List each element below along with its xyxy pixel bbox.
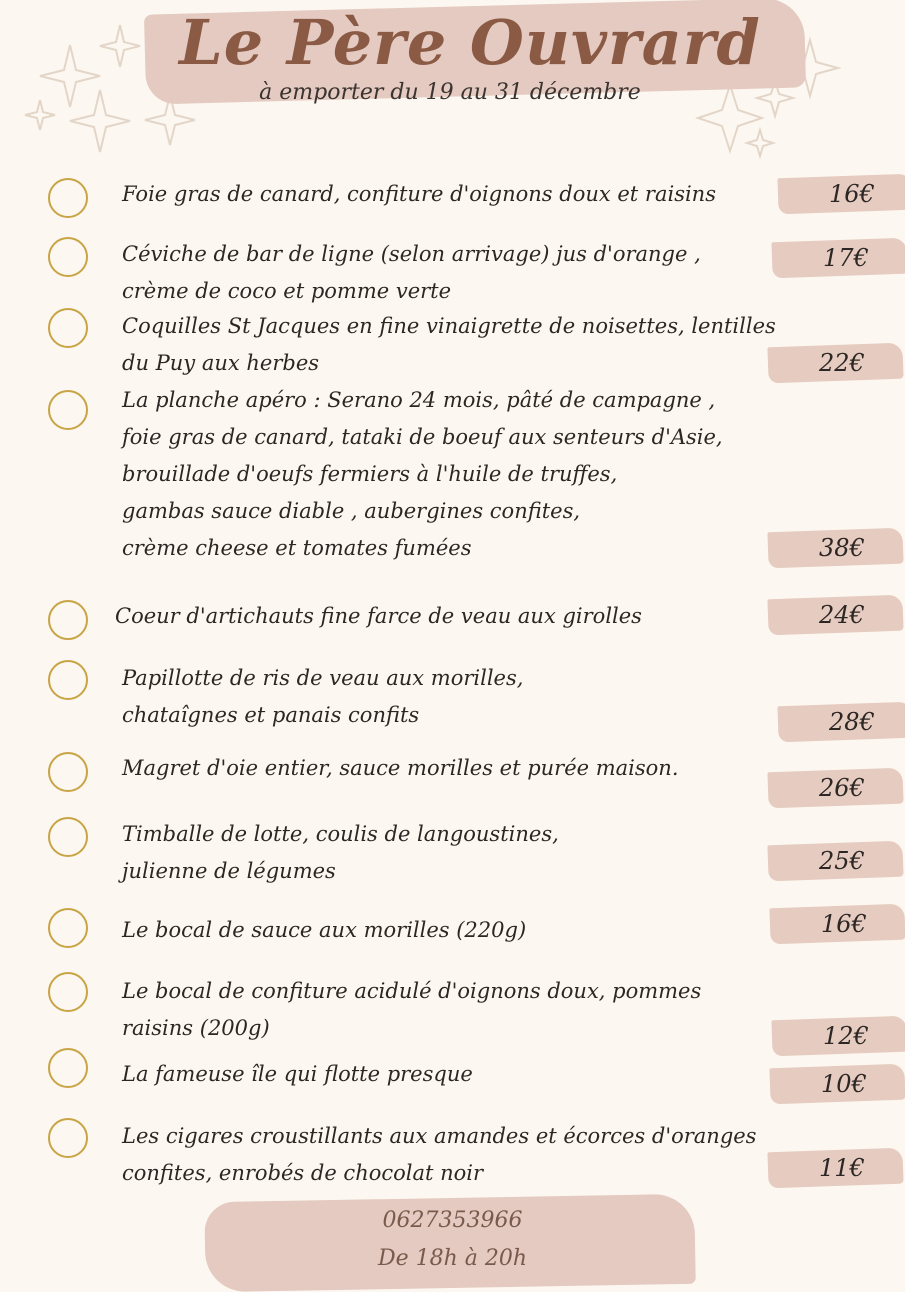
checkbox-ring-icon[interactable] <box>48 752 88 792</box>
opening-hours: De 18h à 20h <box>377 1246 528 1271</box>
item-price: 26€ <box>819 773 865 802</box>
item-price: 22€ <box>819 348 865 377</box>
checkbox-ring-icon[interactable] <box>48 600 88 640</box>
price-tag <box>777 174 905 215</box>
item-description: Foie gras de canard, confiture d'oignons doux et raisins <box>122 182 716 206</box>
item-description: La planche apéro : Serano 24 mois, pâté de campagne , foie gras de canard, tataki de boeuf aux senteurs d'Asie, brouillade d'oeufs fermiers à l'huile de truffes, gambas sauce diable , aubergines confites, crème cheese et tomates fumées <box>122 388 723 560</box>
item-price: 16€ <box>829 179 875 208</box>
checkbox-ring-icon[interactable] <box>48 817 88 857</box>
price-tag <box>767 595 903 636</box>
price-tag <box>771 1016 905 1057</box>
price-tag <box>769 904 905 945</box>
item-description: Le bocal de confiture acidulé d'oignons doux, pommes raisins (200g) <box>122 979 702 1040</box>
item-price: 11€ <box>819 1153 865 1182</box>
item-description: La fameuse île qui flotte presque <box>122 1062 473 1086</box>
item-description: Coeur d'artichauts fine farce de veau aux girolles <box>115 604 642 628</box>
checkbox-ring-icon[interactable] <box>48 308 88 348</box>
item-price: 25€ <box>819 846 865 875</box>
item-description: Coquilles St Jacques en fine vinaigrette de noisettes, lentilles du Puy aux herbes <box>122 314 776 375</box>
price-tag <box>767 528 903 569</box>
price-tag <box>769 1064 905 1105</box>
price-tag <box>771 238 905 279</box>
checkbox-ring-icon[interactable] <box>48 972 88 1012</box>
item-description: Magret d'oie entier, sauce morilles et purée maison. <box>122 756 679 780</box>
price-tag <box>767 841 903 882</box>
restaurant-title: Le Père Ouvrard <box>179 6 761 79</box>
item-price: 38€ <box>819 533 865 562</box>
price-tag <box>767 768 903 809</box>
item-description: Céviche de bar de ligne (selon arrivage) jus d'orange , crème de coco et pomme verte <box>122 242 701 303</box>
price-tag <box>777 702 905 743</box>
phone-number[interactable]: 0627353966 <box>382 1208 523 1233</box>
item-price: 24€ <box>819 600 865 629</box>
item-price: 16€ <box>821 909 867 938</box>
checkbox-ring-icon[interactable] <box>48 390 88 430</box>
price-tag <box>767 343 903 384</box>
checkbox-ring-icon[interactable] <box>48 660 88 700</box>
checkbox-ring-icon[interactable] <box>48 237 88 277</box>
item-description: Timballe de lotte, coulis de langoustines, julienne de légumes <box>122 822 559 883</box>
item-price: 12€ <box>823 1021 869 1050</box>
checkbox-ring-icon[interactable] <box>48 1048 88 1088</box>
price-tag <box>767 1148 903 1189</box>
checkbox-ring-icon[interactable] <box>48 908 88 948</box>
subtitle: à emporter du 19 au 31 décembre <box>259 80 641 105</box>
item-description: Papillotte de ris de veau aux morilles, chataîgnes et panais confits <box>122 666 524 727</box>
checkbox-ring-icon[interactable] <box>48 178 88 218</box>
item-price: 17€ <box>823 243 869 272</box>
item-description: Le bocal de sauce aux morilles (220g) <box>122 918 527 942</box>
item-price: 28€ <box>829 707 875 736</box>
checkbox-ring-icon[interactable] <box>48 1118 88 1158</box>
item-description: Les cigares croustillants aux amandes et écorces d'oranges confites, enrobés de chocolat noir <box>122 1124 757 1185</box>
item-price: 10€ <box>821 1069 867 1098</box>
